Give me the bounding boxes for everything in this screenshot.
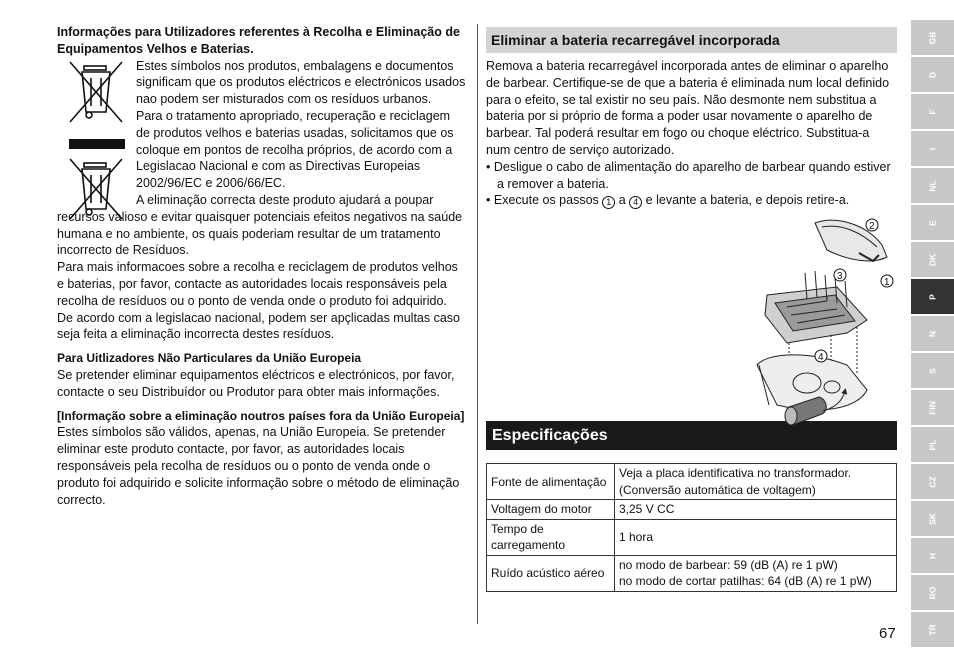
language-tab[interactable] [911,242,954,277]
outside-eu-text: Estes símbolos são válidos, apenas, na União Europeia. Se pretender eliminar este produto contacte, por favor, as autoridades locais responsáveis pela recolha de resíduos ou o ponto de venda onde o produto foi adquirido e solicite informação sobre o método de eliminação correcto. [57,425,460,507]
spec-value-line: 1 hora [619,530,654,545]
language-tab-label: GB [927,31,938,44]
spec-value [615,500,897,520]
language-tab[interactable] [911,20,954,55]
spec-value [615,519,897,555]
disposal-info-column [57,24,467,508]
separate-collection-bar [69,139,125,149]
specifications-table [486,463,897,592]
language-tab[interactable] [911,168,954,203]
outside-eu-title: [Informação sobre a eliminação noutros países fora da União Europeia] [57,408,465,423]
language-tab-label: NL [927,179,938,192]
page-number: 67 [879,625,896,642]
spec-key: Voltagem do motor [487,500,615,520]
bullet-unplug-text: Desligue o cabo de alimentação do aparelho de barbear quando estiver a remover a bateria. [493,159,891,191]
crossed-bin-icon [66,58,126,126]
language-tab-label: I [927,147,938,150]
column-divider [477,24,478,624]
disposal-title: Informações para Utilizadores referentes à Recolha e Eliminação de Equipamentos Velhos e Baterias. [57,25,460,56]
language-tab[interactable] [911,575,954,610]
language-tab-label: D [927,71,938,78]
language-tab[interactable] [911,538,954,573]
symbols-block [57,58,467,260]
language-tab-label: H [927,552,938,559]
language-tab-label: PL [927,439,938,450]
bullet-steps-pre: Execute os passos [493,193,599,208]
language-tab-label: DK [927,253,938,266]
crossed-bin-icon [66,155,126,223]
spec-value-line: no modo de cortar patilhas: 64 (dB (A) re 1 pW) [619,574,872,589]
spec-value [615,464,897,500]
language-tab[interactable] [911,205,954,240]
bullet-unplug: • Desligue o cabo de alimentação do aparelho de barbear quando estiver a remover a bateria. [486,159,891,191]
language-tab-label: CZ [927,475,938,488]
language-tab-label: P [927,293,938,300]
language-tab-label: SK [927,512,938,525]
spec-value-line: no modo de barbear: 59 (dB (A) re 1 pW) [619,557,838,572]
business-users-title: Para Uitlizadores Não Particulares da União Europeia [57,351,362,366]
language-tab[interactable] [911,464,954,499]
language-tab-label: RO [927,586,938,599]
language-tab[interactable] [911,316,954,351]
spec-key: Fonte de alimentação [487,464,615,500]
language-tab-label: FIN [927,400,938,415]
recycling-contact-paragraph: Para mais informacoes sobre a recolha e reciclagem de produtos velhos e baterias, por favor, contacte as autoridades locais responsáveis pela recolha de resíduos ou o ponto de venda onde o produto foi adquirido. [57,260,458,308]
spec-value-line: Veja a placa identificativa no transformador. [619,466,852,481]
table-row [487,555,897,591]
specifications-heading: Especificações [486,421,897,450]
language-tab[interactable] [911,501,954,536]
bullet-steps: • Execute os passos 1 a 4 e levante a bateria, e depois retire-a. [486,193,850,208]
battery-removal-text: Remova a bateria recarregável incorporada antes de eliminar o aparelho de barbear. Certifique-se de que a bateria é eliminada num local definido para o efeito, se tal existir no seu país. Não desmonte nem substitua a bateria por si próprio de forma a poder usar novamente o aparelho de barbear. Tal poderá resultar em fogo ou choque eléctrico. Substitua-a num centro de serviço autorizado. [486,59,890,157]
fines-paragraph: De acordo com a legislacao nacional, podem ser apçlicadas multas caso seja feita a eliminação incorrecta destes resíduos. [57,310,460,342]
battery-removal-heading: Eliminar a bateria recarregável incorporada [486,27,897,53]
bullet-steps-post: e levante a bateria, e depois retire-a. [645,193,850,208]
business-users-text: Se pretender eliminar equipamentos eléctricos e electrónicos, por favor, contacte o seu Distribuídor ou Produtor para obter mais informações. [57,367,455,399]
language-tab[interactable] [911,353,954,388]
symbol-paragraph-text: A eliminação correcta deste produto ajudará a poupar recursos valioso e evitar quaisquer potenciais efeitos negativos na saúde humana e no ambiente, os quais poderiam resultar de um tratamento incorrecto de Resíduos. [57,192,463,258]
table-row [487,500,897,520]
language-tab-label: N [927,330,938,337]
figure-label-1: 1 [884,277,890,288]
language-tab[interactable] [911,94,954,129]
battery-removal-illustration [727,215,902,440]
spec-value-line: 3,25 V CC [619,502,675,517]
language-tab-label: E [927,219,938,226]
language-tabs [911,20,954,649]
language-tab-label: TR [927,623,938,636]
step-1-marker: 1 [602,196,615,209]
spec-key: Tempo de carregamento [487,519,615,555]
language-tab[interactable] [911,612,954,647]
table-row [487,519,897,555]
language-tab[interactable] [911,427,954,462]
figure-label-3: 3 [837,271,843,282]
language-tab-label: F [927,108,938,115]
language-tab-active[interactable] [911,279,954,314]
language-tab[interactable] [911,390,954,425]
figure-label-4: 4 [818,352,824,363]
figure-label-2: 2 [869,221,875,232]
spec-value [615,555,897,591]
spec-value-line: (Conversão automática de voltagem) [619,482,816,497]
step-4-marker: 4 [629,196,642,209]
language-tab[interactable] [911,57,954,92]
bullet-steps-mid: a [618,193,626,208]
symbol-paragraph: Para o tratamento apropriado, recuperação e reciclagem de produtos velhos e baterias usadas, solicitamos que os coloque em pontos de recolha próprios, de acordo com a Legislacao Nacional e com as Directivas Europeias 2002/96/EC e 2006/66/EC. [136,108,454,191]
table-row [487,464,897,500]
spec-key: Ruído acústico aéreo [487,555,615,591]
language-tab-label: S [927,367,938,374]
symbol-images [57,58,135,223]
symbol-paragraph: Estes símbolos nos produtos, embalagens e documentos significam que os produtos eléctricos e electrónicos usados nao podem ser misturados com os resíduos urbanos. [136,58,466,107]
language-tab[interactable] [911,131,954,166]
